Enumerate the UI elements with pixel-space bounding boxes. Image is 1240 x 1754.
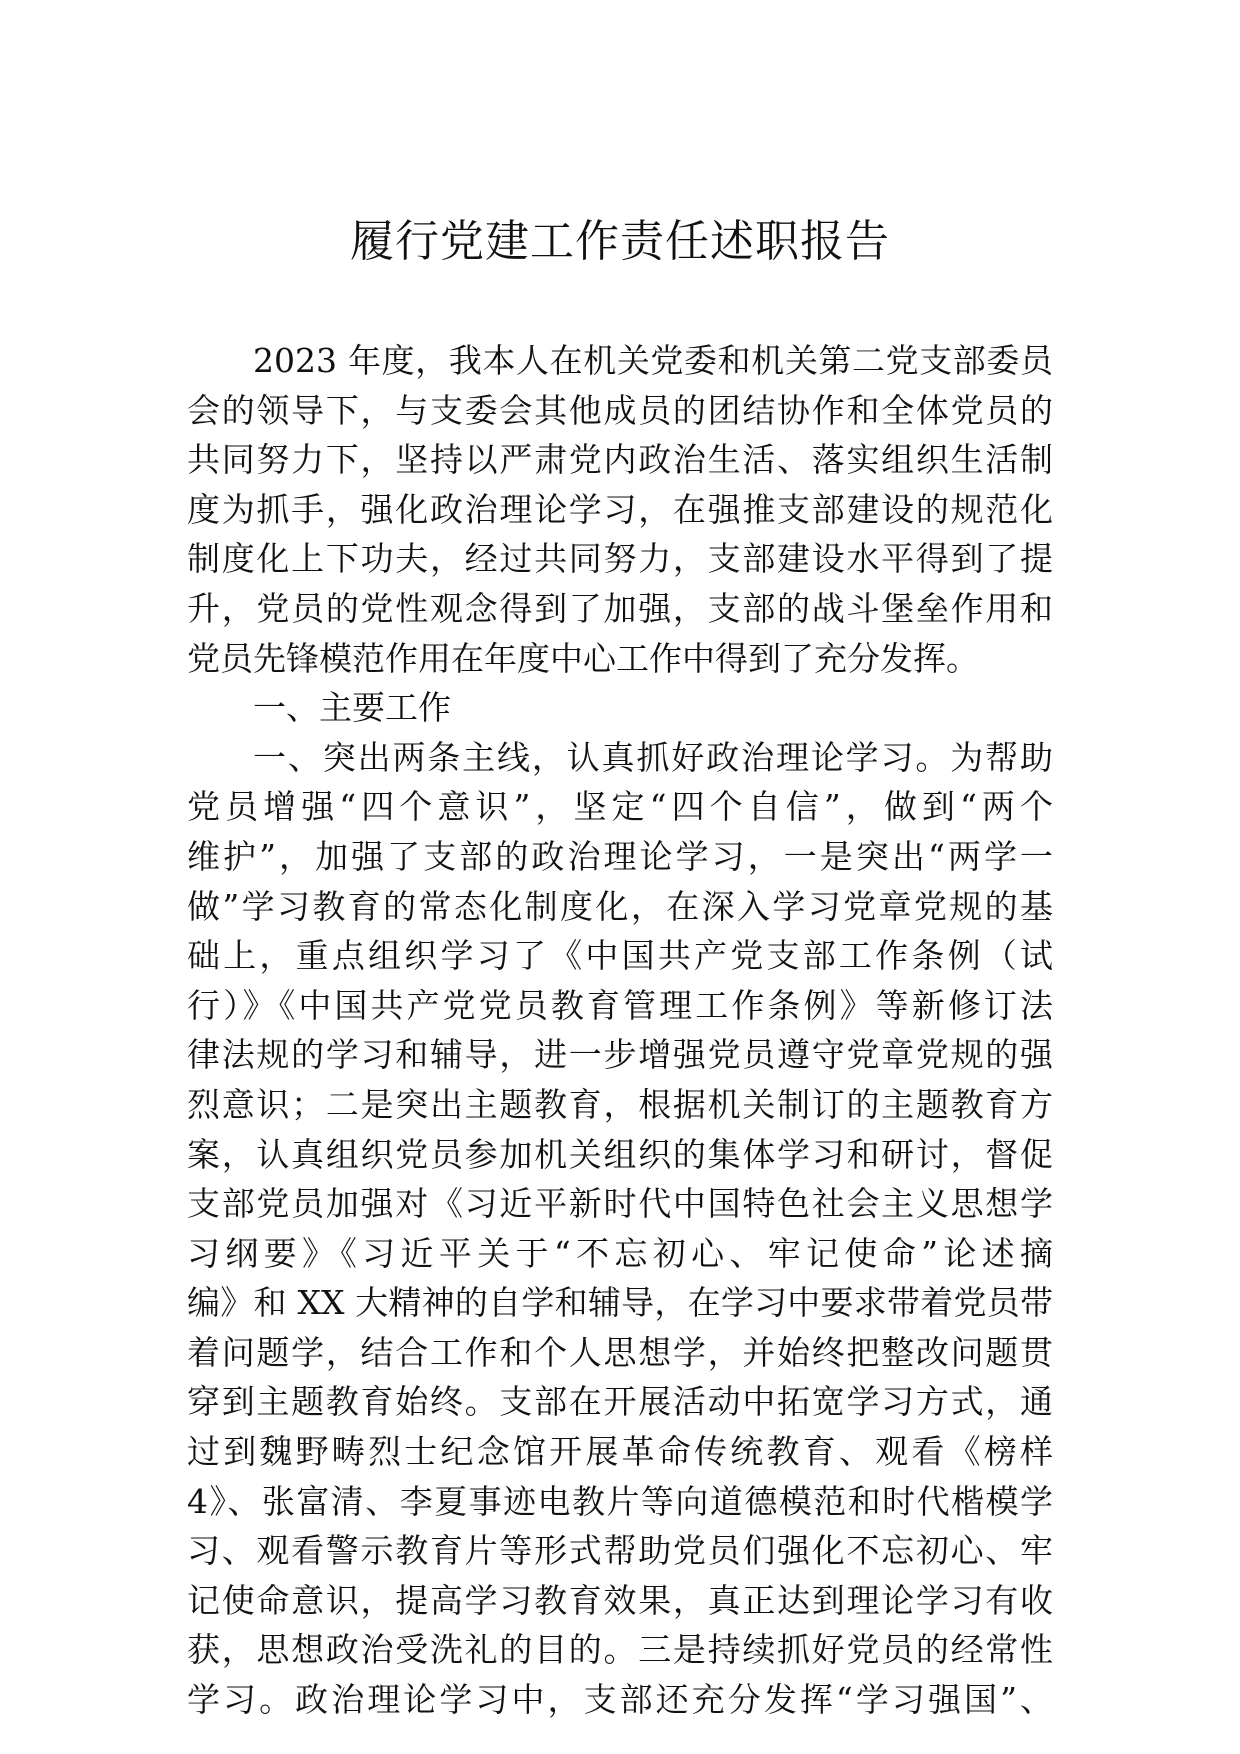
body-line: 支部党员加强对《习近平新时代中国特色社会主义思想学 [187, 1184, 1053, 1224]
body-line: 升，党员的党性观念得到了加强，支部的战斗堡垒作用和 [187, 588, 1053, 628]
body-line: 制度化上下功夫，经过共同努力，支部建设水平得到了提 [187, 539, 1053, 579]
body-line: 行）》《中国共产党党员教育管理工作条例》等新修订法 [187, 985, 1053, 1025]
body-line: 过到魏野畴烈士纪念馆开展革命传统教育、观看《榜样 [187, 1432, 1053, 1472]
body-line: 一、突出两条主线，认真抓好政治理论学习。为帮助 [253, 737, 1053, 777]
body-line: 党员先锋模范作用在年度中心工作中得到了充分发挥。 [187, 638, 979, 678]
body-line: 律法规的学习和辅导，进一步增强党员遵守党章党规的强 [187, 1035, 1053, 1075]
body-line: 习、观看警示教育片等形式帮助党员们强化不忘初心、牢 [187, 1531, 1053, 1571]
body-line: 学习。政治理论学习中，支部还充分发挥“学习强国”、 [187, 1680, 1053, 1720]
body-line: 习纲要》《习近平关于“不忘初心、牢记使命”论述摘 [187, 1233, 1053, 1273]
body-line: 维护”，加强了支部的政治理论学习，一是突出“两学一 [187, 836, 1053, 876]
body-line: 度为抓手，强化政治理论学习，在强推支部建设的规范化 [187, 489, 1053, 529]
body-line: 2023 年度，我本人在机关党委和机关第二党支部委员 [253, 341, 1053, 380]
body-line: 着问题学，结合工作和个人思想学，并始终把整改问题贯 [187, 1332, 1053, 1372]
body-line: 穿到主题教育始终。支部在开展活动中拓宽学习方式，通 [187, 1382, 1053, 1422]
body-line: 党员增强“四个意识”，坚定“四个自信”，做到“两个 [187, 787, 1053, 827]
body-line: 记使命意识，提高学习教育效果，真正达到理论学习有收 [187, 1580, 1053, 1620]
document-body [187, 336, 1053, 1725]
body-line: 础上，重点组织学习了《中国共产党支部工作条例（试 [187, 936, 1053, 976]
body-line: 烈意识；二是突出主题教育，根据机关制订的主题教育方 [187, 1084, 1053, 1124]
body-line: 会的领导下，与支委会其他成员的团结协作和全体党员的 [187, 390, 1053, 430]
body-line: 4》、张富清、李夏事迹电教片等向道德模范和时代楷模学 [187, 1481, 1053, 1521]
body-line: 获，思想政治受洗礼的目的。三是持续抓好党员的经常性 [187, 1630, 1053, 1670]
body-line: 案，认真组织党员参加机关组织的集体学习和研讨，督促 [187, 1134, 1053, 1174]
document-title: 履行党建工作责任述职报告 [350, 216, 890, 267]
body-line: 一、主要工作 [253, 688, 451, 728]
body-line: 共同努力下，坚持以严肃党内政治生活、落实组织生活制 [187, 440, 1053, 480]
body-line: 编》和 XX 大精神的自学和辅导，在学习中要求带着党员带 [187, 1283, 1053, 1323]
body-line: 做”学习教育的常态化制度化，在深入学习党章党规的基 [187, 886, 1053, 926]
